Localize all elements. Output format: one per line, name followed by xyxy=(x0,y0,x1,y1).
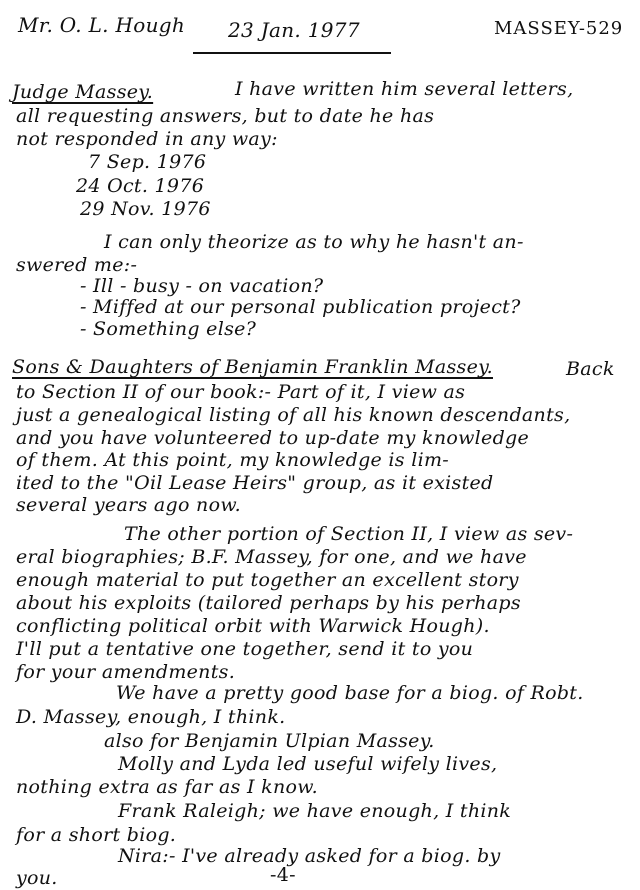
judge-heading: Judge Massey. xyxy=(12,81,154,103)
sons-line: of them. At this point, my knowledge is lim- xyxy=(16,449,449,471)
sons-line: conflicting political orbit with Warwick Hough). xyxy=(16,615,490,637)
letter-date-item: 29 Nov. 1976 xyxy=(80,198,211,220)
sons-line: Frank Raleigh; we have enough, I think xyxy=(118,800,512,822)
sons-line: We have a pretty good base for a biog. of Robt. xyxy=(116,682,584,704)
letter-date: 23 Jan. 1977 xyxy=(228,18,360,42)
sons-line: about his exploits (tailored perhaps by his perhaps xyxy=(16,592,521,614)
sons-line: The other portion of Section II, I view as sev- xyxy=(124,523,574,545)
judge-line: I have written him several letters, xyxy=(235,78,574,100)
sons-line: D. Massey, enough, I think. xyxy=(16,706,286,728)
reference-number: MASSEY-529 xyxy=(494,18,624,39)
sons-line: you. xyxy=(16,867,58,889)
sons-line: eral biographies; B.F. Massey, for one, and we have xyxy=(16,546,527,568)
sons-line: enough material to put together an excellent story xyxy=(16,569,519,591)
sons-line: nothing extra as far as I know. xyxy=(16,776,318,798)
page-number: -4- xyxy=(270,864,296,886)
recipient-name: Mr. O. L. Hough xyxy=(18,13,186,37)
sons-line: for your amendments. xyxy=(16,661,236,683)
judge-line: all requesting answers, but to date he has xyxy=(16,105,435,127)
sons-line: Nira:- I've already asked for a biog. by xyxy=(118,845,501,867)
theorize-line: swered me:- xyxy=(16,254,138,276)
sons-heading: Sons & Daughters of Benjamin Franklin Massey. xyxy=(12,356,493,378)
letter-date-item: 7 Sep. 1976 xyxy=(88,151,207,173)
header-divider xyxy=(193,52,391,54)
reason-item: - Miffed at our personal publication project? xyxy=(80,296,521,318)
sons-line: to Section II of our book:- Part of it, I view as xyxy=(16,381,466,403)
sons-line: also for Benjamin Ulpian Massey. xyxy=(104,730,435,752)
sons-line: and you have volunteered to up-date my knowledge xyxy=(16,427,530,449)
reason-item: - Something else? xyxy=(80,318,257,340)
sons-line: ited to the "Oil Lease Heirs" group, as it existed xyxy=(16,472,494,494)
theorize-line: I can only theorize as to why he hasn't an- xyxy=(104,231,524,253)
sons-line: just a genealogical listing of all his known descendants, xyxy=(16,404,571,426)
reason-item: - Ill - busy - on vacation? xyxy=(80,275,324,297)
letter-date-item: 24 Oct. 1976 xyxy=(76,175,205,197)
judge-line: not responded in any way: xyxy=(16,128,278,150)
sons-heading-tail: Back xyxy=(566,358,615,380)
sons-line: Molly and Lyda led useful wifely lives, xyxy=(118,753,498,775)
sons-line: several years ago now. xyxy=(16,494,241,516)
sons-line: I'll put a tentative one together, send it to you xyxy=(16,638,474,660)
sons-line: for a short biog. xyxy=(16,824,177,846)
